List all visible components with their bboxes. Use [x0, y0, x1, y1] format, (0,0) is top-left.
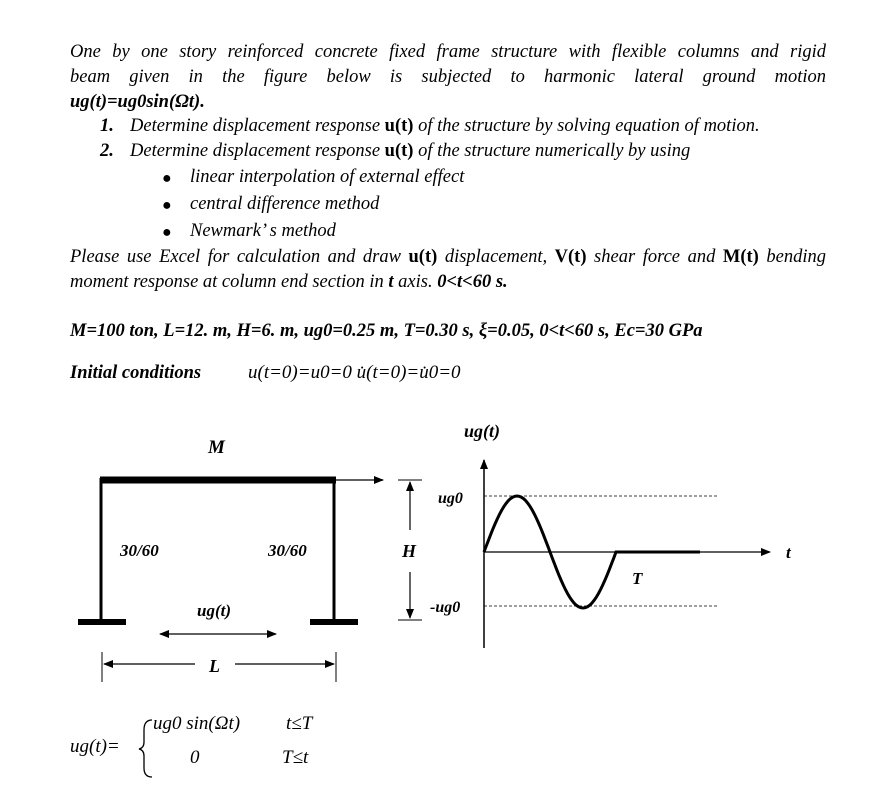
piecewise-case-1: ug0 sin(Ωt): [153, 713, 241, 734]
ground-motion-formula: ug(t)=ug0sin(Ωt).: [70, 92, 205, 112]
bullet-icon: ●: [162, 170, 172, 187]
initial-conditions-equation: u(t=0)=u0=0 u̇(t=0)=u̇0=0: [248, 362, 461, 383]
bullet-icon: ●: [162, 224, 172, 241]
task-1-number: 1.: [100, 116, 114, 136]
piecewise-condition-1: t≤T: [286, 713, 313, 734]
piecewise-brace: [139, 720, 152, 777]
piecewise-condition-2: T≤t: [282, 747, 309, 768]
ground-motion-plot: [484, 460, 770, 648]
intro-line-1: One by one story reinforced concrete fixed frame structure with flexible columns and rigid: [70, 42, 826, 62]
height-label: H: [402, 541, 417, 561]
left-column-section: 30/60: [120, 541, 159, 560]
mass-label: M: [208, 437, 225, 458]
ground-displacement-label: ug(t): [197, 601, 231, 620]
task-2: Determine displacement response u(t) of the structure numerically by using: [130, 141, 691, 161]
excel-instruction-line-1: Please use Excel for calculation and draw u(t) displacement, V(t) shear force and M(t) bending: [70, 247, 826, 267]
positive-amplitude-label: ug0: [438, 490, 463, 507]
task-2-number: 2.: [100, 141, 114, 161]
method-3: Newmark’ s method: [190, 221, 336, 241]
piecewise-lhs: ug(t)=: [70, 736, 120, 757]
method-2: central difference method: [190, 194, 380, 214]
plot-x-label: t: [786, 543, 791, 562]
frame: [78, 478, 422, 682]
intro-line-2: beam given in the figure below is subjected to harmonic lateral ground motion: [70, 67, 826, 87]
parameters: M=100 ton, L=12. m, H=6. m, ug0=0.25 m, T=0.30 s, ξ=0.05, 0<t<60 s, Ec=30 GPa: [70, 321, 703, 341]
piecewise-case-2: 0: [190, 747, 200, 768]
initial-conditions-label: Initial conditions: [70, 363, 202, 383]
bullet-icon: ●: [162, 197, 172, 214]
method-1: linear interpolation of external effect: [190, 167, 465, 187]
right-column-section: 30/60: [268, 541, 307, 560]
period-label: T: [632, 569, 643, 588]
length-label: L: [209, 656, 220, 676]
task-1: Determine displacement response u(t) of the structure by solving equation of motion.: [130, 116, 760, 136]
negative-amplitude-label: -ug0: [430, 599, 461, 616]
plot-y-label: ug(t): [464, 421, 500, 441]
excel-instruction-line-2: moment response at column end section in t axis. 0<t<60 s.: [70, 272, 508, 292]
